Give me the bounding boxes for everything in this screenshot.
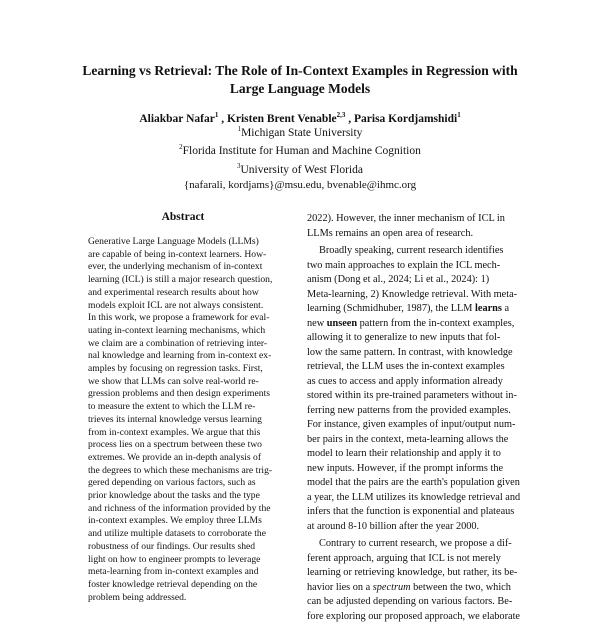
author-name: Parisa Kordjamshidi [354, 112, 458, 125]
paragraph-mechanisms [307, 244, 531, 534]
abstract-heading: Abstract [161, 211, 205, 223]
author-affil-marker: 1 [457, 111, 461, 119]
affiliation [40, 122, 560, 140]
author-separator: , [218, 112, 227, 125]
author-name: Aliakbar Nafar [139, 112, 215, 125]
affil-marker: 1 [237, 125, 242, 133]
title-line-1: Learning vs Retrieval: The Role of In-Context Examples in Regression with [82, 63, 518, 78]
emphasis-learns: learns [475, 303, 502, 314]
text-run: pattern from the in-context examples, allowing it to generalize to new inputs that fol- low the same pattern. In contrast, with knowledge retrieval, the LLM uses the in-context examples as cues to access and apply information already stored within its pre-trained parameters without in- ferring new patterns from the provided examples. For instance, given examples of input/output num- ber pairs in the context, meta-learning allows the model to learn their relationship and apply it to new inputs. However, if the prompt informs the model that the pairs are the earth's population given a year, the LLM utilizes its knowledge retrieval and infers that the function is exponential and plateaus at around 8-10 billion after the year 2000. [307, 317, 521, 532]
paragraph-spectrum [307, 537, 531, 624]
affiliation [40, 140, 560, 158]
emphasis-unseen: unseen [326, 317, 358, 329]
affiliation-list [40, 122, 560, 177]
affil-marker: 2 [179, 143, 183, 152]
author-emails: {nafarali, kordjams}@msu.edu, bvenable@ihmc.org [183, 179, 417, 191]
emphasis-spectrum: spectrum [372, 581, 411, 593]
author-name: Kristen Brent Venable [226, 112, 337, 125]
affil-name: Michigan State University [241, 126, 363, 139]
text-run: between the two, which can be adjusted depending on various factors. Be- fore exploring our proposed approach, we elaborate [307, 581, 521, 622]
paragraph-continued: 2022). However, the inner mechanism of ICL in LLMs remains an open area of research. [307, 213, 505, 239]
affil-name: University of West Florida [240, 163, 363, 176]
author-separator: , [345, 112, 354, 125]
affil-name: Florida Institute for Human and Machine Cognition [182, 145, 421, 158]
title-line-2: Large Language Models [229, 81, 371, 96]
author-affil-marker: 2,3 [336, 111, 346, 119]
text-run: Broadly speaking, current research identifies two main approaches to explain the ICL mech- anism (Dong et al., 2024; Li et al., 2024): 1) Meta-learning, 2) Knowledge retrieval. With meta- learning (Schmidhuber, 1987), the LLM [307, 245, 518, 314]
text-run: Contrary to current research, we propose a dif- ferent approach, arguing that ICL is not merely learning or retrieving knowledge, but rather, its be- havior lies on a [307, 538, 518, 593]
affil-marker: 3 [237, 161, 241, 170]
paper-title [40, 62, 560, 98]
text-run: a new [307, 303, 510, 329]
affiliation [40, 159, 560, 177]
author-affil-marker: 1 [214, 111, 219, 119]
intro-column [307, 212, 531, 624]
abstract-text: Generative Large Language Models (LLMs) are capable of being in-context learners. How- ever, the underlying mechanism of in-context learning (ICL) is still a major research question, and experimental research results about how models exploit ICL are not always consistent. In this work, we propose a framework for eval- uating in-context learning mechanisms, which we claim are a combination of retrieving inter- nal knowledge and learning from in-context ex- amples by focusing on regression tasks. First, we show that LLMs can solve real-world re- gression problems and then design experiments to measure the extent to which the LLM re- trieves its internal knowledge versus learning from in-context examples. We argue that this process lies on a spectrum between these two extremes. We provide an in-depth analysis of the degrees to which these mechanisms are trig- gered depending on various factors, such as prior knowledge about the tasks and the type and richness of the information provided by the in-context examples. We employ three LLMs and utilize multiple datasets to corroborate the robustness of our findings. Our results shed light on how to engineer prompts to leverage meta-learning from in-context examples and foster knowledge retrieval depending on the problem being addressed. [88, 236, 273, 603]
